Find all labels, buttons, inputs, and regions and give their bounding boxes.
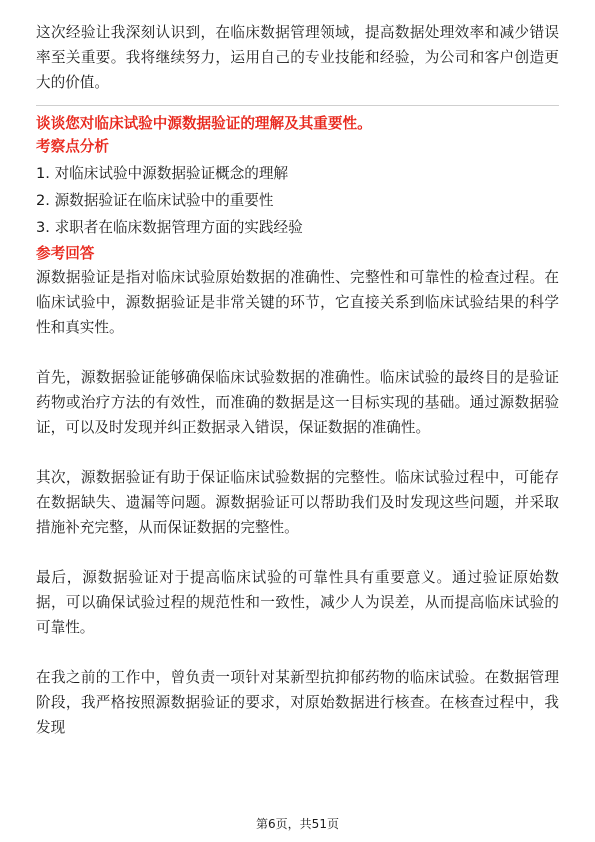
answer-paragraph: 源数据验证是指对临床试验原始数据的准确性、完整性和可靠性的检查过程。在临床试验中，源数据验证是非常关键的环节，它直接关系到临床试验结果的科学性和真实性。	[36, 269, 559, 336]
paragraph-spacer	[36, 540, 559, 565]
list-item: 3. 求职者在临床数据管理方面的实践经验	[36, 219, 303, 236]
section-divider	[36, 105, 559, 106]
page-number-footer: 第6页，共51页	[256, 817, 339, 831]
answer-paragraph: 首先，源数据验证能够确保临床试验数据的准确性。临床试验的最终目的是验证药物或治疗方法的有效性，而准确的数据是这一目标实现的基础。通过源数据验证，可以及时发现并纠正数据录入错误，保证数据的准确性。	[36, 369, 559, 436]
answer-title: 参考回答	[36, 245, 95, 262]
key-points-title: 考察点分析	[36, 138, 109, 155]
paragraph-spacer	[36, 640, 559, 665]
answer-paragraph: 其次，源数据验证有助于保证临床试验数据的完整性。临床试验过程中，可能存在数据缺失、遗漏等问题。源数据验证可以帮助我们及时发现这些问题，并采取措施补充完整，从而保证数据的完整性。	[36, 469, 559, 536]
paragraph-spacer	[36, 340, 559, 365]
list-item: 2. 源数据验证在临床试验中的重要性	[36, 192, 274, 209]
paragraph-spacer	[36, 440, 559, 465]
answer-paragraph: 最后，源数据验证对于提高临床试验的可靠性具有重要意义。通过验证原始数据，可以确保试验过程的规范性和一致性，减少人为误差，从而提高临床试验的可靠性。	[36, 569, 559, 636]
question-heading: 谈谈您对临床试验中源数据验证的理解及其重要性。	[36, 115, 372, 132]
intro-paragraph: 这次经验让我深刻认识到，在临床数据管理领域，提高数据处理效率和减少错误率至关重要。我将继续努力，运用自己的专业技能和经验，为公司和客户创造更大的价值。	[36, 24, 559, 91]
answer-paragraph: 在我之前的工作中，曾负责一项针对某新型抗抑郁药物的临床试验。在数据管理阶段，我严格按照源数据验证的要求，对原始数据进行核查。在核查过程中，我发现	[36, 669, 559, 736]
document-page	[36, 14, 559, 740]
list-item: 1. 对临床试验中源数据验证概念的理解	[36, 165, 289, 182]
key-points-list	[36, 160, 559, 241]
